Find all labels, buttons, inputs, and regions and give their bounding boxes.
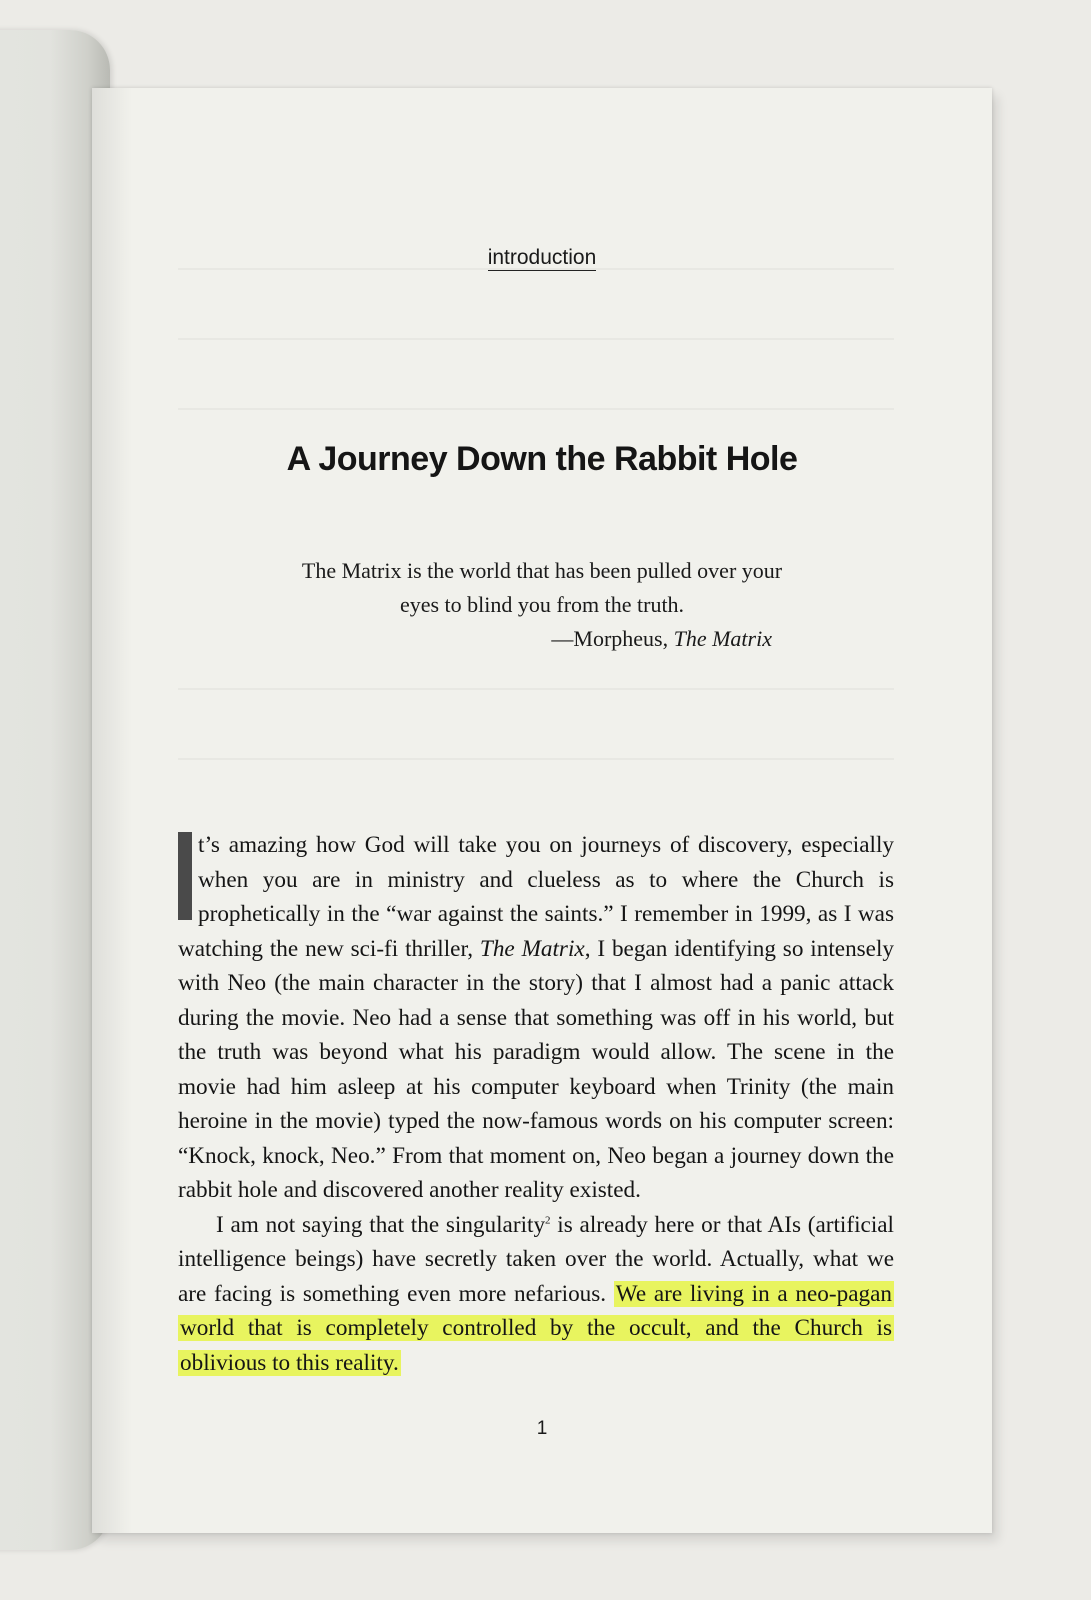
paragraph-1-text-b: , I began identifying so intensely with Neo (the main character in the story) that I almost had a panic attack during the movie. Neo had a sense that something was off in his world, but the truth was beyond what his paradigm would allow. The scene in the movie had him asleep at his computer keyboard when Trinity (the main heroine in the movie) typed the now-famous words on his computer screen: “Knock, knock, Neo.” From that moment on, Neo began a journey down the rabbit hole and discovered another reality existed. (178, 935, 895, 1203)
paragraph-2-text-b: is already here or that AIs (artificial intelligence beings) have secretly taken over the world. Actually, what we are facing is something even more nefarious. (178, 1211, 894, 1307)
bleed-through-line (178, 758, 894, 760)
section-label-text: introduction (487, 246, 597, 269)
bleed-through-line (178, 408, 894, 410)
paragraph-2-text-a: I am not saying that the singularity (216, 1211, 546, 1238)
book-page (92, 88, 992, 1533)
page-gutter-shadow (92, 88, 132, 1533)
paragraph-2 (178, 1208, 894, 1381)
highlighted-text: We are living in a neo-pagan world that is completely controlled by the occult, and the Church is oblivious to this reality. (180, 1280, 892, 1376)
epigraph (242, 554, 842, 656)
body-text (178, 828, 894, 1380)
epigraph-attribution-source: The Matrix (673, 626, 772, 651)
bleed-through-line (178, 688, 894, 690)
section-label (92, 246, 992, 270)
page-number: 1 (536, 1418, 548, 1439)
paragraph-1 (178, 828, 894, 1208)
paragraph-1-text-a: t’s amazing how God will take you on journeys of discovery, especially when you are in ministry and clueless as to where the Church is prophetically in the “war against the saints.” I remember in 1999, as I was watching the new sci-fi thriller, (178, 832, 894, 962)
drop-cap (178, 832, 192, 920)
epigraph-attribution-name: —Morpheus, (551, 626, 674, 651)
epigraph-line-2: eyes to blind you from the truth. (399, 592, 685, 617)
epigraph-attribution (242, 622, 842, 656)
bleed-through-line (178, 338, 894, 340)
chapter-title: A Journey Down the Rabbit Hole (286, 440, 798, 478)
movie-title-italic: The Matrix (479, 935, 585, 962)
footnote-marker: 2 (545, 1213, 551, 1226)
epigraph-line-1: The Matrix is the world that has been pulled over your (301, 558, 783, 583)
